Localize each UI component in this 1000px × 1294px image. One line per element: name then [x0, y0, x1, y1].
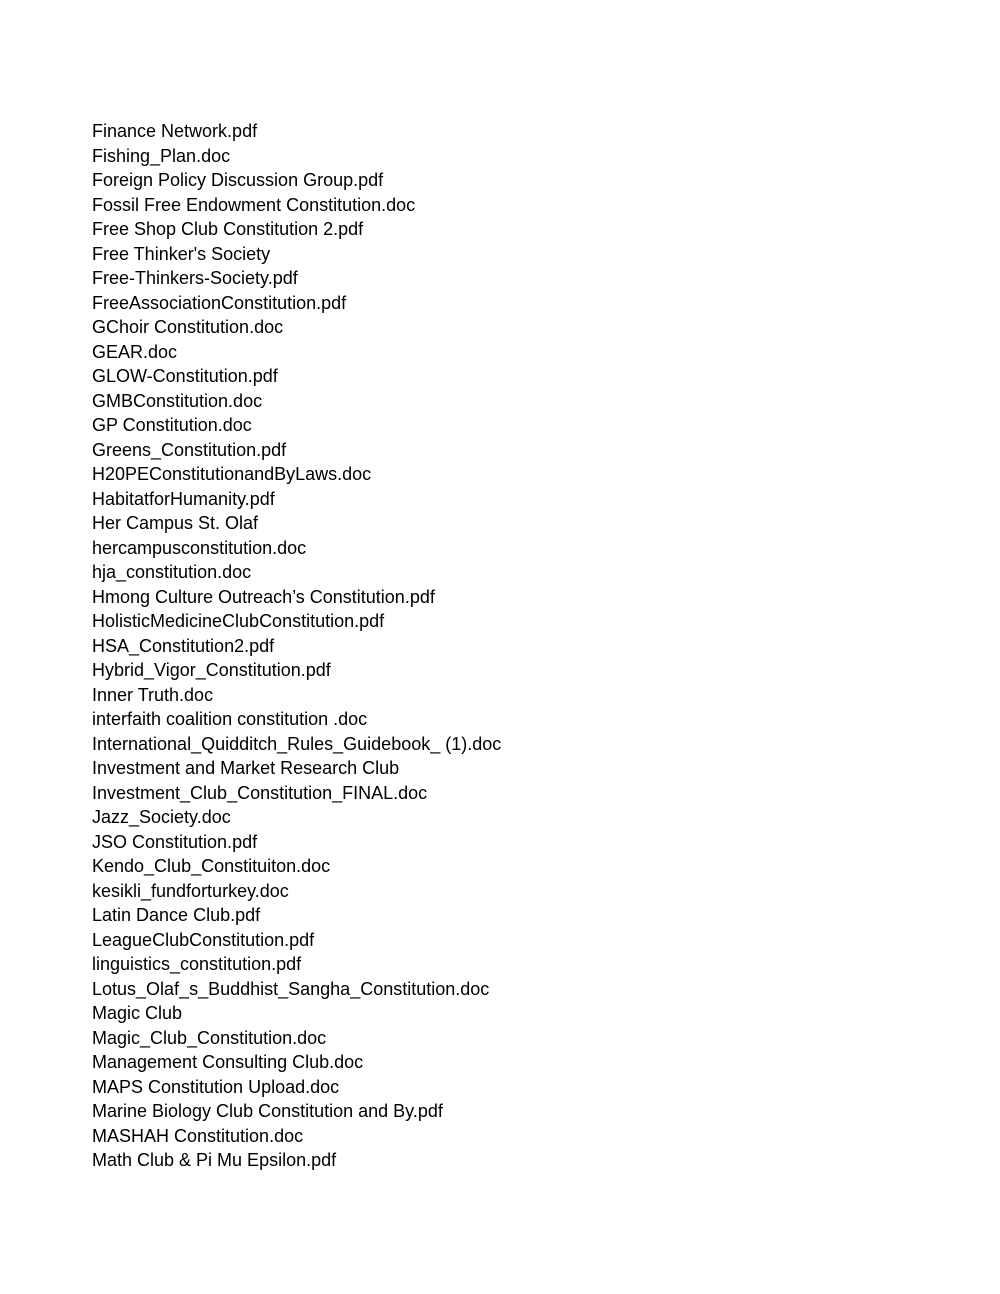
list-item: Jazz_Society.doc — [92, 807, 231, 827]
list-item: GEAR.doc — [92, 341, 178, 362]
list-item: Free Thinker's Society — [92, 243, 271, 264]
list-item: Greens_Constitution.pdf — [92, 439, 287, 460]
list-item: International_Quidditch_Rules_Guidebook_ (1).doc — [92, 733, 502, 754]
list-item: hercampusconstitution.doc — [92, 537, 307, 558]
list-item: GP Constitution.doc — [92, 415, 252, 435]
list-item: Latin Dance Club.pdf — [92, 905, 261, 925]
list-item: JSO Constitution.pdf — [92, 831, 258, 852]
list-item: Hmong Culture Outreach’s Constitution.pdf — [92, 586, 435, 607]
list-item: Math Club & Pi Mu Epsilon.pdf — [92, 1150, 337, 1170]
list-item: Lotus_Olaf_s_Buddhist_Sangha_Constitution.doc — [92, 978, 490, 999]
list-item: hja_constitution.doc — [92, 562, 252, 582]
list-item: Inner Truth.doc — [92, 684, 214, 705]
list-item: Hybrid_Vigor_Constitution.pdf — [92, 660, 331, 680]
list-item: GLOW-Constitution.pdf — [92, 366, 278, 386]
list-item: HolisticMedicineClubConstitution.pdf — [92, 611, 385, 631]
list-item: Management Consulting Club.doc — [92, 1052, 364, 1072]
list-item: Magic Club — [92, 1003, 183, 1023]
list-item: Free-Thinkers-Society.pdf — [92, 268, 298, 288]
list-item: interfaith coalition constitution .doc — [92, 709, 368, 729]
list-item: Marine Biology Club Constitution and By.pdf — [92, 1101, 443, 1121]
file-list — [92, 119, 501, 1173]
list-item: Investment_Club_Constitution_FINAL.doc — [92, 782, 428, 803]
list-item: Foreign Policy Discussion Group.pdf — [92, 170, 384, 190]
list-item: MASHAH Constitution.doc — [92, 1125, 304, 1146]
list-item: HSA_Constitution2.pdf — [92, 635, 275, 656]
list-item: Fishing_Plan.doc — [92, 145, 231, 166]
list-item: Kendo_Club_Constituiton.doc — [92, 856, 331, 876]
list-item: Fossil Free Endowment Constitution.doc — [92, 194, 416, 215]
list-item: Free Shop Club Constitution 2.pdf — [92, 219, 364, 239]
list-item: HabitatforHumanity.pdf — [92, 488, 275, 509]
list-item: Magic_Club_Constitution.doc — [92, 1027, 327, 1048]
list-item: linguistics_constitution.pdf — [92, 954, 302, 974]
list-item: kesikli_fundforturkey.doc — [92, 880, 289, 901]
list-item: FreeAssociationConstitution.pdf — [92, 292, 347, 313]
list-item: LeagueClubConstitution.pdf — [92, 929, 315, 950]
list-item: MAPS Constitution Upload.doc — [92, 1076, 340, 1097]
list-item: GMBConstitution.doc — [92, 390, 263, 411]
list-item: Her Campus St. Olaf — [92, 513, 259, 533]
list-item: Investment and Market Research Club — [92, 758, 400, 778]
list-item: Finance Network.pdf — [92, 121, 258, 141]
list-item: GChoir Constitution.doc — [92, 317, 284, 337]
list-item: H20PEConstitutionandByLaws.doc — [92, 464, 372, 484]
